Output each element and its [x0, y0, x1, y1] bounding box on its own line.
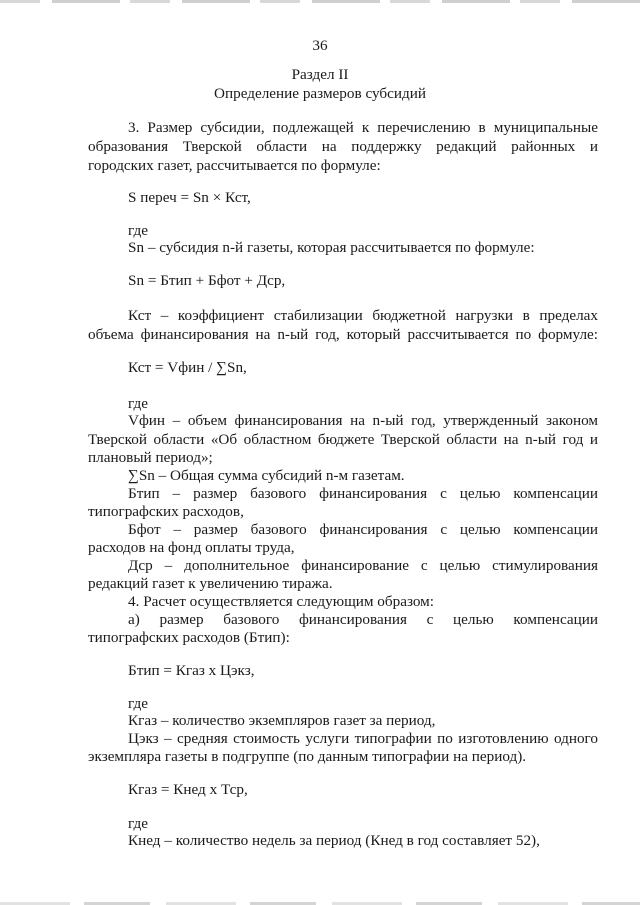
- body-line: расходов на фонд оплаты труда,: [88, 539, 295, 556]
- body-line: Дср – дополнительное финансирование с целью стимулирования: [128, 557, 598, 574]
- body-line: городских газет, рассчитывается по формуле:: [88, 157, 381, 174]
- body-line: редакций газет к увеличению тиража.: [88, 575, 333, 592]
- section-number: Раздел II: [291, 66, 349, 83]
- body-line: а) размер базового финансирования с целью компенсации: [128, 611, 598, 628]
- formula: Кгаз = Кнед х Тср,: [128, 781, 248, 798]
- body-line: 4. Расчет осуществляется следующим образом:: [128, 593, 435, 610]
- body-line: объема финансирования на n-ый год, который рассчитывается по формуле:: [88, 326, 598, 343]
- body-line: где: [128, 695, 148, 712]
- formula: Sn = Бтип + Бфот + Дср,: [128, 272, 286, 289]
- body-line: типографских расходов,: [88, 503, 244, 520]
- body-line: Sn – субсидия n-й газеты, которая рассчитывается по формуле:: [128, 239, 535, 256]
- page-number: 36: [312, 37, 328, 54]
- body-line: Кст – коэффициент стабилизации бюджетной нагрузки в пределах: [128, 307, 598, 324]
- body-line: ∑Sn – Общая сумма субсидий n-м газетам.: [128, 467, 405, 484]
- formula: Кст = Vфин / ∑Sn,: [128, 359, 247, 376]
- body-line: Цэкз – средняя стоимость услуги типографии по изготовлению одного: [128, 730, 598, 747]
- body-line: Vфин – объем финансирования на n-ый год, утвержденный законом: [128, 412, 598, 429]
- section-title: Определение размеров субсидий: [214, 85, 426, 102]
- body-line: плановый период»;: [88, 449, 213, 466]
- body-line: экземпляра газеты в подгруппе (по данным типографии на период).: [88, 748, 527, 765]
- formula: Бтип = Кгаз х Цэкз,: [128, 662, 255, 679]
- body-line: где: [128, 815, 148, 832]
- body-line: Бтип – размер базового финансирования с целью компенсации: [128, 485, 598, 502]
- body-line: образования Тверской области на поддержку редакций районных и: [88, 138, 598, 155]
- body-line: 3. Размер субсидии, подлежащей к перечислению в муниципальные: [128, 119, 598, 136]
- body-line: Бфот – размер базового финансирования с целью компенсации: [128, 521, 598, 538]
- body-line: Тверской области «Об областном бюджете Тверской области на n-ый год и: [88, 431, 598, 448]
- formula: S переч = Sn × Кст,: [128, 189, 251, 206]
- body-line: Кнед – количество недель за период (Кнед в год составляет 52),: [128, 832, 540, 849]
- body-line: типографских расходов (Бтип):: [88, 629, 290, 646]
- body-line: где: [128, 395, 148, 412]
- body-line: Кгаз – количество экземпляров газет за период,: [128, 712, 436, 729]
- body-line: где: [128, 222, 148, 239]
- scan-edge-top: [0, 0, 640, 3]
